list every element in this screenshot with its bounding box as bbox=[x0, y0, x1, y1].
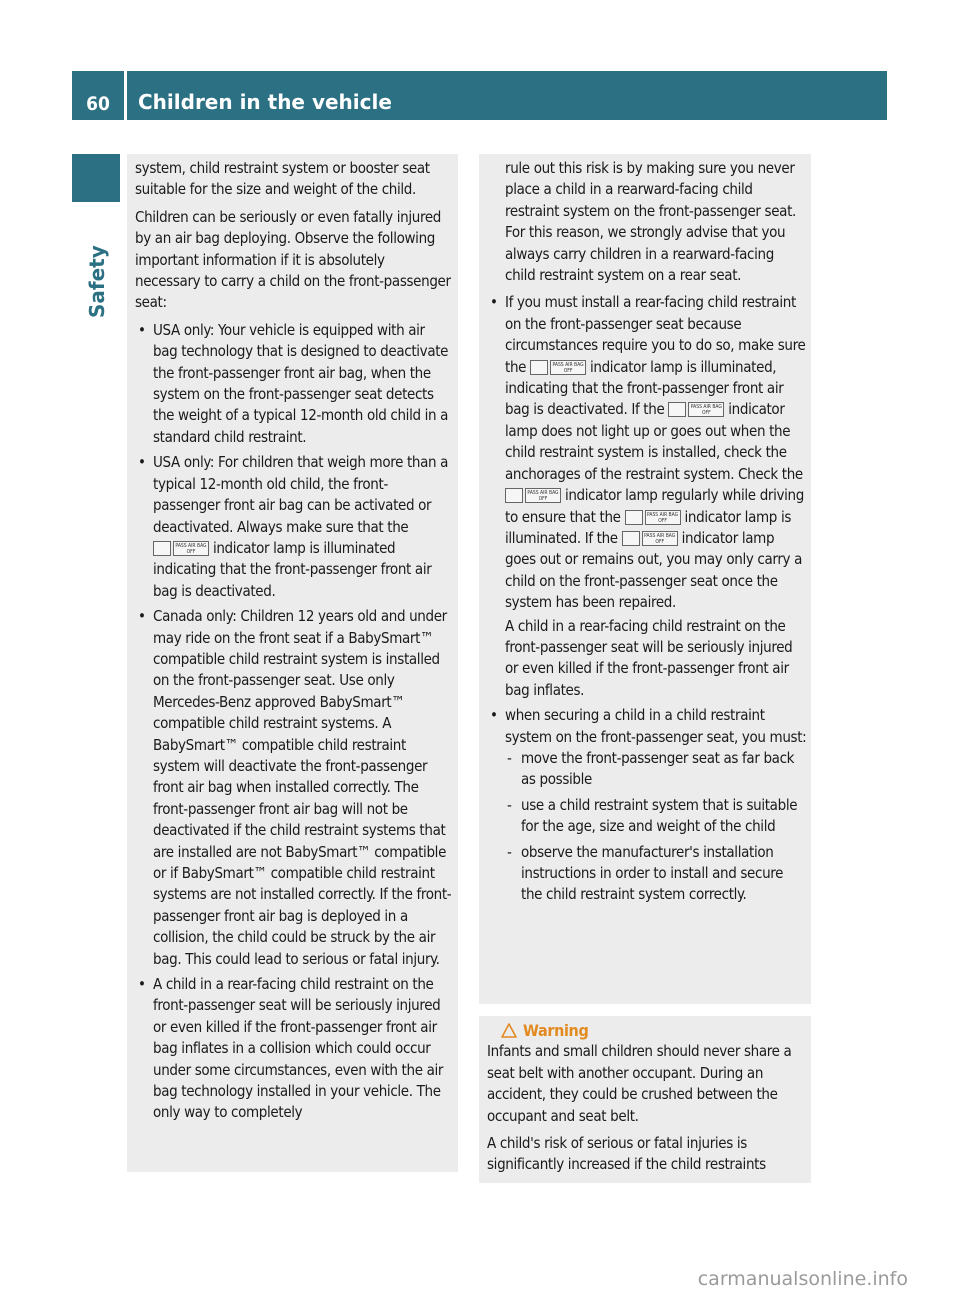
warning-box bbox=[479, 1016, 811, 1183]
list-item-text: A child in a rear-facing child restraint on the front-passenger seat will be seriously injured or even killed if the front-passenger front air bag inflates in a collision which could occur under some circumstances, even with the air bag technology installed in your vehicle. The only way to completely bbox=[153, 975, 444, 1122]
list-item bbox=[487, 292, 807, 701]
dash-marker: - bbox=[507, 842, 512, 861]
passenger-airbag-off-lamp-icon: PASS AIR BAG OFF bbox=[153, 541, 209, 556]
bullet-marker: • bbox=[138, 453, 146, 472]
list-item bbox=[135, 320, 452, 448]
bullet-marker: • bbox=[490, 293, 498, 312]
passenger-airbag-off-lamp-icon: PASS AIR BAG OFF bbox=[625, 510, 681, 525]
passenger-airbag-off-lamp-icon: PASS AIR BAG OFF bbox=[505, 488, 561, 503]
side-tab-marker bbox=[72, 154, 120, 202]
passenger-airbag-off-lamp-icon: PASS AIR BAG OFF bbox=[530, 360, 586, 375]
bullet-marker: • bbox=[490, 706, 498, 725]
list-item bbox=[135, 606, 452, 970]
list-item bbox=[487, 705, 807, 906]
dash-marker: - bbox=[507, 748, 512, 767]
bullet-marker: • bbox=[138, 975, 146, 994]
list-item-text: indicator lamp is illuminated indicating that the front-passenger front air bag is deactivated. bbox=[153, 538, 432, 600]
list-item-note: A child in a rear-facing child restraint on the front-passenger seat will be seriously injured or even killed if the front-passenger front air bag inflates. bbox=[505, 616, 793, 699]
header-divider bbox=[124, 71, 127, 120]
passenger-airbag-off-lamp-icon: PASS AIR BAG OFF bbox=[622, 531, 678, 546]
sub-list-item-text: observe the manufacturer's installation instructions in order to install and secure the child restraint system correctly. bbox=[521, 842, 784, 904]
left-text-column bbox=[127, 154, 458, 1172]
list-item-text: indicator lamp does not light up or goes out when the child restraint system is installed, check the anchorages of the restraint system. Check the bbox=[505, 400, 803, 483]
sub-list-item bbox=[505, 842, 807, 906]
intro-text: system, child restraint system or booster seat suitable for the size and weight of the child. bbox=[135, 159, 430, 199]
list-item-text: USA only: For children that weigh more than a typical 12-month old child, the front-passenger front air bag can be activated or deactivated. Always make sure that the bbox=[153, 453, 449, 536]
warning-text: A child's risk of serious or fatal injuries is significantly increased if the child restraints bbox=[487, 1134, 766, 1174]
warning-header bbox=[501, 1020, 807, 1041]
sub-list-item-text: use a child restraint system that is suitable for the age, size and weight of the child bbox=[521, 795, 798, 836]
list-item-text: when securing a child in a child restraint system on the front-passenger seat, you must: bbox=[505, 706, 807, 746]
list-item-text: indicator lamp goes out or remains out, you may only carry a child on the front-passenger seat once the system has been repaired. bbox=[505, 528, 803, 612]
sub-list-item-text: move the front-passenger seat as far back as possible bbox=[521, 748, 795, 789]
continued-text: rule out this risk is by making sure you never place a child in a rearward-facing child restraint system on the front-passenger seat. For this reason, we strongly advise that you always carry children in a rearward-facing child restraint system on a rear seat. bbox=[505, 159, 796, 285]
list-item-text: indicator lamp regularly while driving to ensure that the bbox=[505, 486, 804, 526]
list-item-text: Canada only: Children 12 years old and under may ride on the front seat if a BabySmart™ compatible child restraint system is installed on the front-passenger seat. Use only Mercedes-Benz approved BabySmart™ compatible child restraint systems. A BabySmart™ compatible child restraint system will deactivate the front-passenger front air bag when installed correctly. The front-passenger front air bag will not be deactivated if the child restraint systems that are installed are not BabySmart™ compatible or if BabySmart™ compatible child restraint systems are not installed correctly. If the front-passenger front air bag is deployed in a collision, the child could be struck by the air bag. This could lead to serious or fatal injury. bbox=[153, 607, 452, 968]
list-item-text: If you must install a rear-facing child restraint on the front-passenger seat because circumstances require you to do so, make sure the bbox=[505, 293, 806, 376]
dash-marker: - bbox=[507, 795, 512, 814]
list-item-text: USA only: Your vehicle is equipped with air bag technology that is designed to deactivate the front-passenger front air bag, when the system on the front-passenger seat detects the weight of a typical 12-month old child in a standard child restraint. bbox=[153, 320, 449, 446]
side-tab-label: Safety bbox=[85, 245, 109, 318]
passenger-airbag-off-lamp-icon: PASS AIR BAG OFF bbox=[668, 402, 724, 417]
bullet-marker: • bbox=[138, 607, 146, 626]
list-item-text: indicator lamp is illuminated. If the bbox=[505, 507, 792, 547]
warning-text: Infants and small children should never share a seat belt with another occupant. During an accident, they could be crushed between the occupant and seat belt. bbox=[487, 1042, 792, 1125]
page-title: Children in the vehicle bbox=[138, 90, 392, 114]
warning-triangle-icon bbox=[501, 1023, 517, 1038]
list-item bbox=[135, 974, 452, 1124]
page-number: 60 bbox=[86, 93, 110, 115]
list-item bbox=[135, 452, 452, 602]
footer-watermark: carmanualsonline.info bbox=[697, 1268, 908, 1290]
sub-list-item bbox=[505, 748, 807, 791]
sub-list-item bbox=[505, 795, 807, 838]
intro-paragraph: Children can be seriously or even fatally injured by an air bag deploying. Observe the following important information if it is absolutely necessary to carry a child on the front-passenger seat: bbox=[135, 207, 451, 312]
right-text-column bbox=[479, 154, 811, 1004]
list-item-text: indicator lamp is illuminated, indicating that the front-passenger front air bag is deactivated. If the bbox=[505, 357, 784, 419]
bullet-marker: • bbox=[138, 320, 146, 339]
warning-title: Warning bbox=[523, 1021, 589, 1040]
